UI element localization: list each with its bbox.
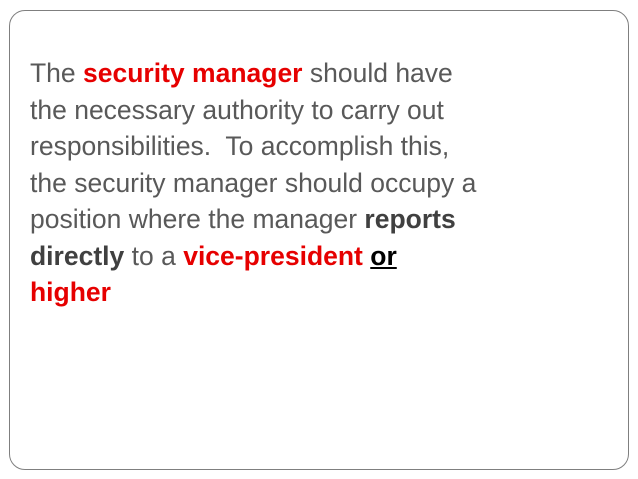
highlight-higher: higher (30, 277, 111, 307)
text-line-4 (30, 165, 628, 202)
text-segment: the necessary authority to carry out (30, 94, 444, 125)
slide-body-text (30, 55, 628, 311)
highlight-security-manager: security manager (83, 58, 303, 88)
text-line-1 (30, 55, 628, 92)
text-segment: responsibilities. To accomplish this, (30, 131, 450, 161)
emphasis-or: or (370, 240, 397, 271)
text-line-7 (30, 274, 628, 311)
emphasis-reports: reports (364, 204, 456, 234)
text-segment: The (30, 58, 84, 88)
emphasis-directly: directly (30, 240, 125, 271)
text-line-5 (30, 201, 628, 238)
text-segment: the security manager should occupy a (30, 167, 477, 198)
text-segment: to a (124, 240, 184, 271)
text-line-2 (30, 92, 628, 129)
text-line-6 (30, 238, 628, 275)
text-segment: position where the manager (30, 204, 365, 234)
highlight-vice-president: vice-president (183, 240, 363, 271)
text-line-3 (30, 128, 628, 165)
text-segment: should have (302, 58, 453, 88)
